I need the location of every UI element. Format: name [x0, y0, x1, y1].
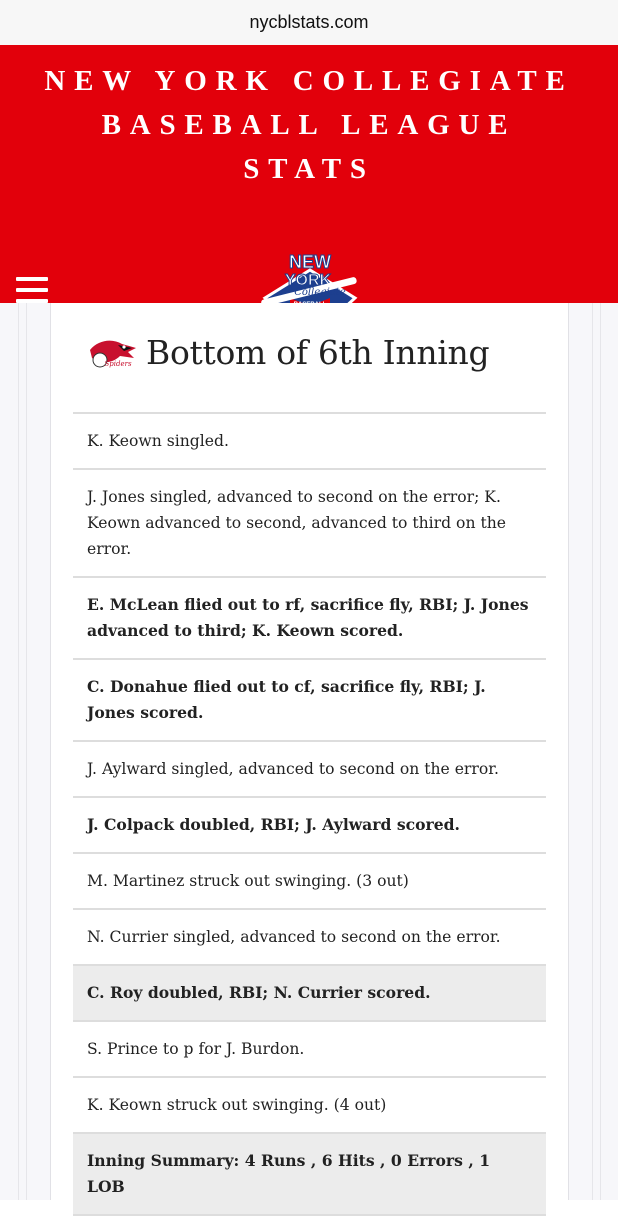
play-row: K. Keown struck out swinging. (4 out)	[73, 1078, 546, 1134]
inning-title: Bottom of 6th Inning	[146, 333, 490, 372]
svg-text:YORK: YORK	[284, 272, 332, 289]
menu-icon[interactable]	[16, 277, 48, 303]
svg-text:NEW: NEW	[289, 252, 331, 272]
play-row: C. Roy doubled, RBI; N. Currier scored.	[73, 966, 546, 1022]
play-row: E. McLean flied out to rf, sacrifice fly, RBI; J. Jones advanced to third; K. Keown scored.	[73, 578, 546, 660]
svg-text:Collegiate: Collegiate	[294, 287, 346, 298]
play-row: C. Donahue flied out to cf, sacrifice fly, RBI; J. Jones scored.	[73, 660, 546, 742]
browser-address-bar[interactable]	[0, 0, 618, 45]
url-text: nycblstats.com	[249, 12, 369, 32]
play-row: K. Keown singled.	[73, 414, 546, 470]
site-header	[0, 45, 618, 303]
play-row: M. Martinez struck out swinging. (3 out)	[73, 854, 546, 910]
site-title-line-2: BASEBALL LEAGUE	[101, 109, 517, 141]
site-title[interactable]	[0, 45, 618, 191]
team-logo	[88, 336, 140, 370]
play-row: N. Currier singled, advanced to second on the error.	[73, 910, 546, 966]
play-row: J. Aylward singled, advanced to second on the error.	[73, 742, 546, 798]
page-content	[0, 303, 618, 1200]
play-row: J. Colpack doubled, RBI; J. Aylward scored.	[73, 798, 546, 854]
site-title-line-1: NEW YORK COLLEGIATE	[44, 65, 574, 97]
play-row: S. Prince to p for J. Burdon.	[73, 1022, 546, 1078]
play-by-play-card	[50, 303, 569, 1200]
play-row: J. Jones singled, advanced to second on the error; K. Keown advanced to second, advanced to third on the error.	[73, 470, 546, 578]
play-list	[73, 412, 546, 1216]
inning-summary: Inning Summary: 4 Runs , 6 Hits , 0 Errors , 1 LOB	[73, 1134, 546, 1216]
site-title-line-3: STATS	[243, 153, 375, 185]
inning-header	[88, 333, 489, 372]
svg-text:Spiders: Spiders	[104, 359, 132, 368]
